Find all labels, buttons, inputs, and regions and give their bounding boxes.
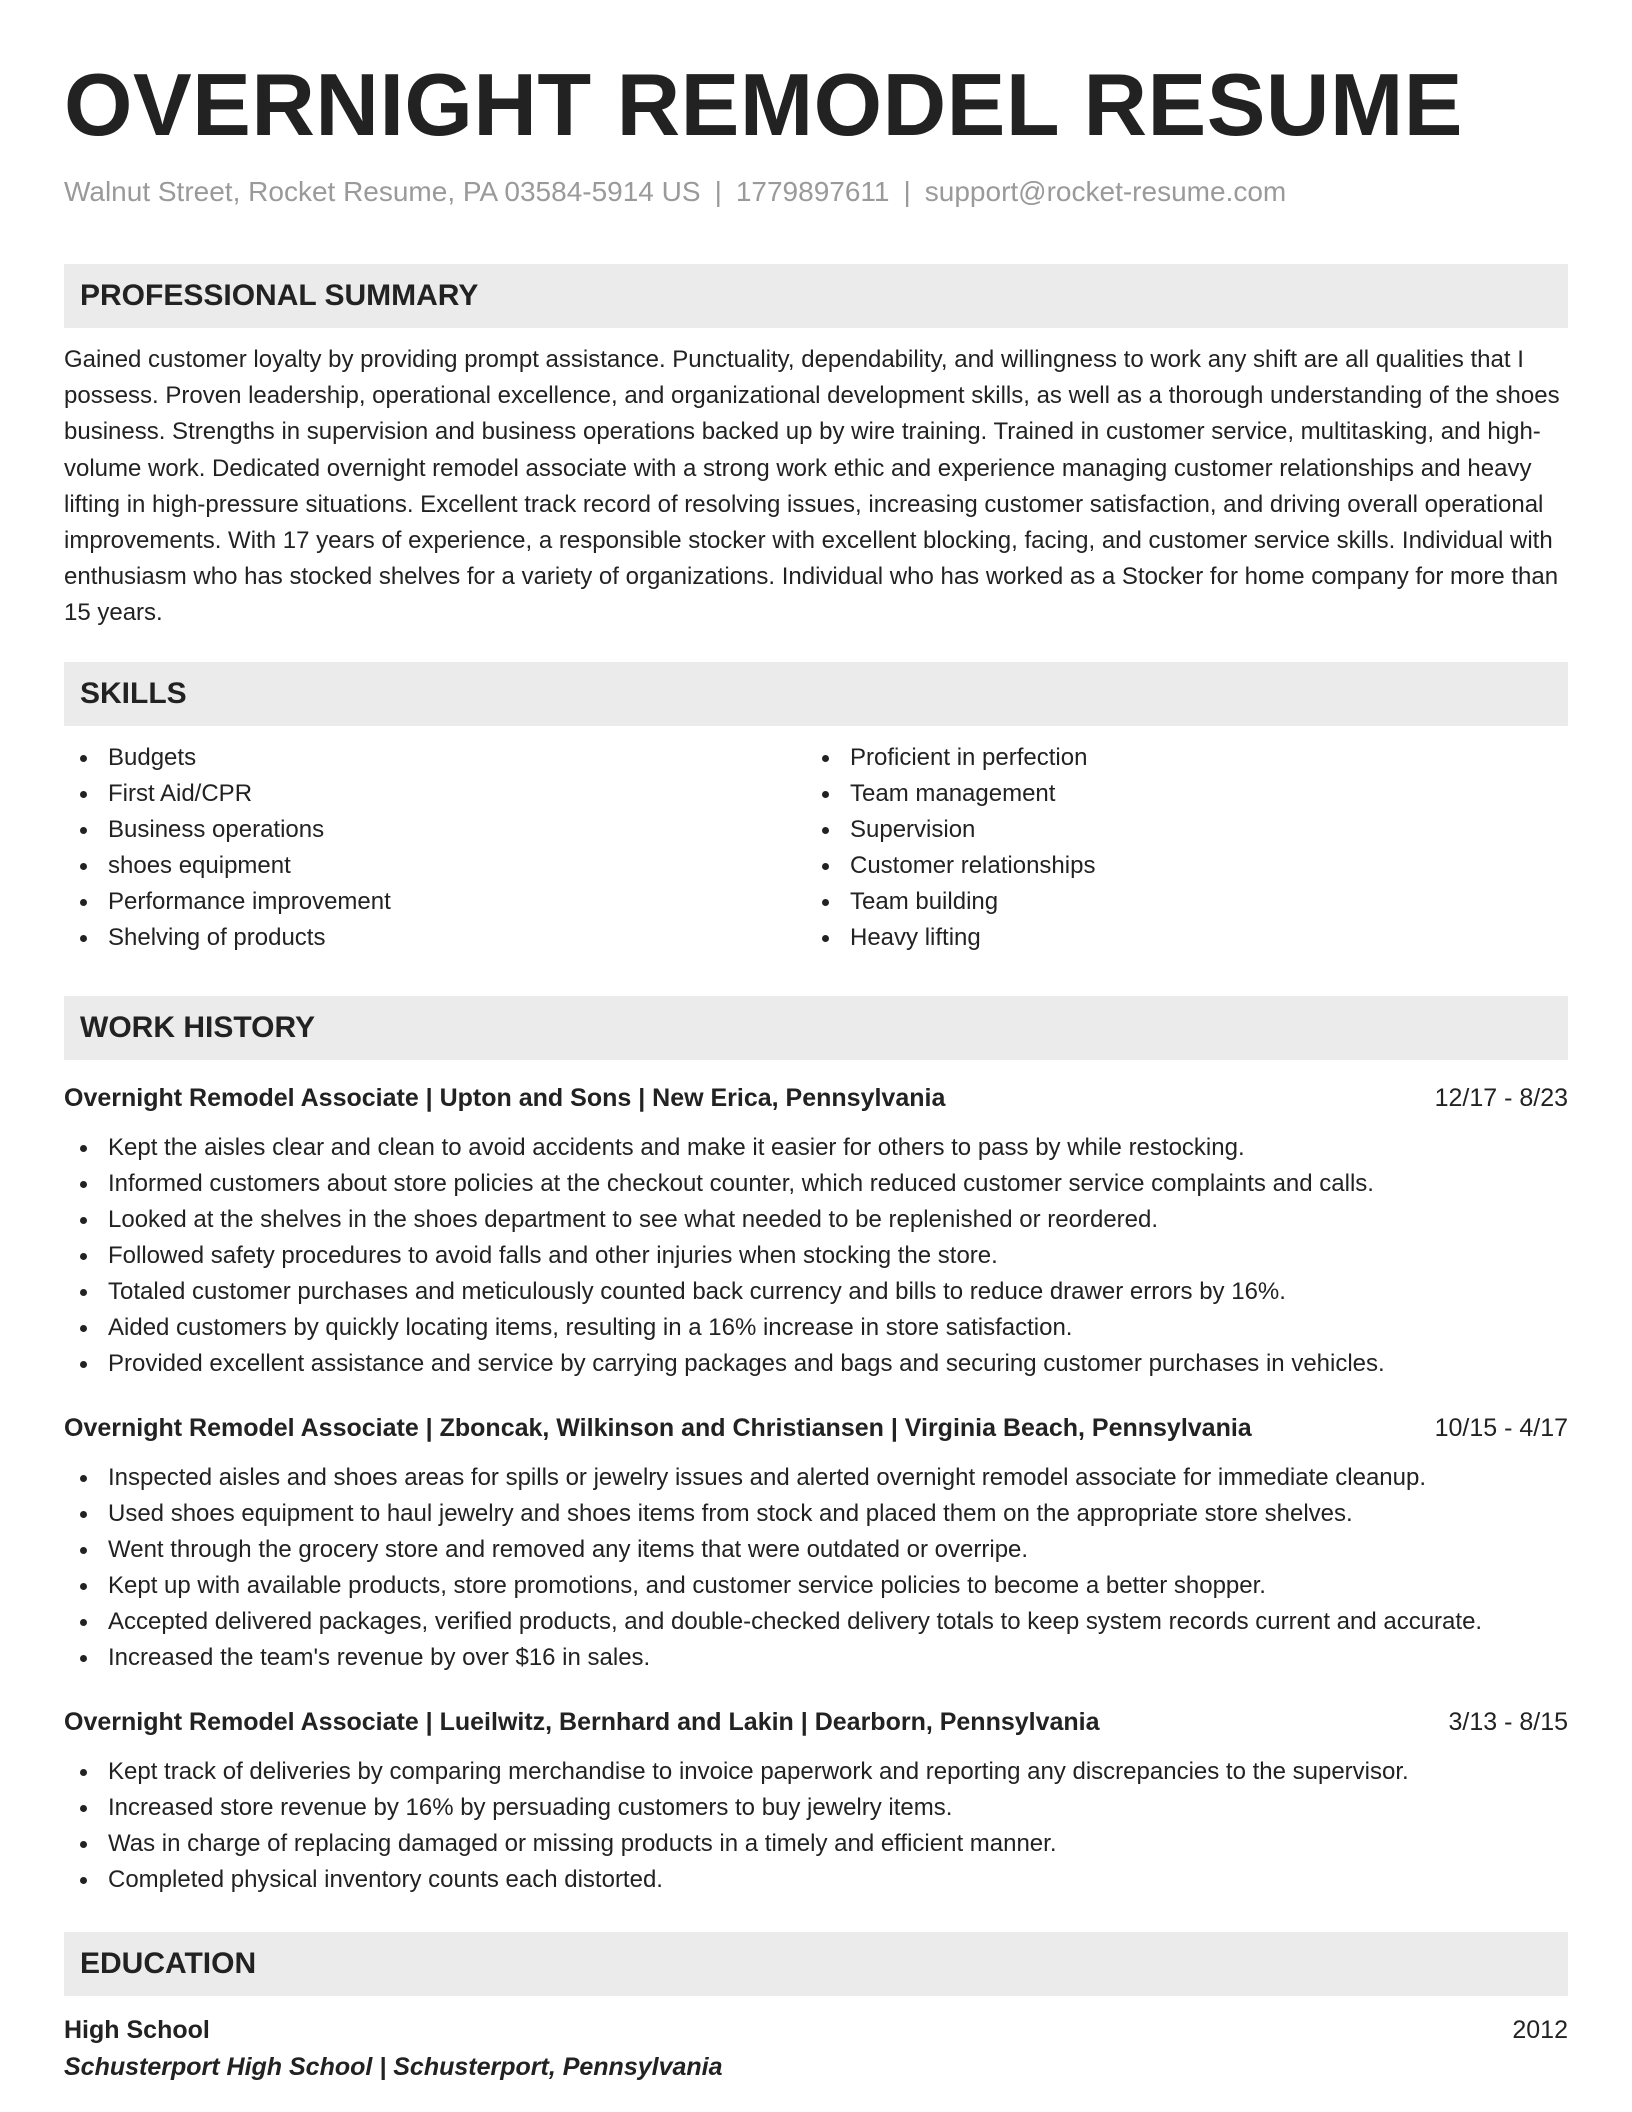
- job-bullet: Inspected aisles and shoes areas for spills or jewelry issues and alerted overnight remodel associate for immediate cleanup.: [64, 1460, 1568, 1496]
- job-bullet: Increased the team's revenue by over $16 in sales.: [64, 1640, 1568, 1676]
- skill-item: Team management: [806, 776, 1548, 812]
- section-heading-skills: SKILLS: [64, 662, 1568, 726]
- contact-email: support@rocket-resume.com: [924, 176, 1287, 207]
- job-header-row: [64, 1410, 1568, 1446]
- job-bullet: Was in charge of replacing damaged or missing products in a timely and efficient manner.: [64, 1826, 1568, 1862]
- job-header-row: [64, 1080, 1568, 1116]
- contact-separator: |: [903, 176, 911, 207]
- professional-summary-section: [64, 264, 1568, 632]
- education-school: Schusterport High School | Schusterport, Pennsylvania: [64, 2052, 723, 2081]
- job-entry: [64, 1080, 1568, 1382]
- job-bullet: Used shoes equipment to haul jewelry and shoes items from stock and placed them on the appropriate store shelves.: [64, 1496, 1568, 1532]
- education-row: [64, 2012, 1568, 2048]
- summary-text: Gained customer loyalty by providing prompt assistance. Punctuality, dependability, and willingness to work any shift are all qualities that I possess. Proven leadership, operational excellence, and organizational development skills, as well as a thorough understanding of the shoes business. Strengths in supervision and business operations backed up by wire training. Trained in customer service, multitasking, and high-volume work. Dedicated overnight remodel associate with a strong work ethic and experience managing customer relationships and heavy lifting in high-pressure situations. Excellent track record of resolving issues, increasing customer satisfaction, and driving overall operational improvements. With 17 years of experience, a responsible stocker with excellent blocking, facing, and customer service skills. Individual with enthusiasm who has stocked shelves for a variety of organizations. Individual who has worked as a Stocker for home company for more than 15 years.: [64, 346, 1560, 627]
- job-dates: 3/13 - 8/15: [1448, 1707, 1568, 1736]
- skill-item: Business operations: [64, 812, 806, 848]
- job-bullet: Totaled customer purchases and meticulously counted back currency and bills to reduce drawer errors by 16%.: [64, 1274, 1568, 1310]
- job-entry: [64, 1704, 1568, 1898]
- job-bullet: Kept the aisles clear and clean to avoid accidents and make it easier for others to pass by while restocking.: [64, 1130, 1568, 1166]
- skills-list-right: [806, 740, 1548, 956]
- job-bullet-list: [64, 1130, 1568, 1382]
- skills-grid: [64, 740, 1568, 956]
- skill-item: Shelving of products: [64, 920, 806, 956]
- job-dates: 10/15 - 4/17: [1434, 1413, 1568, 1442]
- skill-item: Heavy lifting: [806, 920, 1548, 956]
- skill-item: Team building: [806, 884, 1548, 920]
- section-heading-summary: PROFESSIONAL SUMMARY: [64, 264, 1568, 328]
- job-bullet: Went through the grocery store and removed any items that were outdated or overripe.: [64, 1532, 1568, 1568]
- contact-line: [64, 174, 1568, 210]
- skills-list-left: [64, 740, 806, 956]
- contact-address: Walnut Street, Rocket Resume, PA 03584-5914 US: [64, 176, 701, 207]
- skill-item: Supervision: [806, 812, 1548, 848]
- job-bullet: Looked at the shelves in the shoes department to see what needed to be replenished or reordered.: [64, 1202, 1568, 1238]
- job-header-row: [64, 1704, 1568, 1740]
- job-dates: 12/17 - 8/23: [1434, 1083, 1568, 1112]
- job-bullet: Kept up with available products, store promotions, and customer service policies to become a better shopper.: [64, 1568, 1568, 1604]
- skill-item: Performance improvement: [64, 884, 806, 920]
- job-bullet: Informed customers about store policies at the checkout counter, which reduced customer service complaints and calls.: [64, 1166, 1568, 1202]
- section-heading-education: EDUCATION: [64, 1932, 1568, 1996]
- skill-item: shoes equipment: [64, 848, 806, 884]
- job-bullet: Completed physical inventory counts each distorted.: [64, 1862, 1568, 1898]
- skill-item: Customer relationships: [806, 848, 1548, 884]
- job-heading: Overnight Remodel Associate | Zboncak, Wilkinson and Christiansen | Virginia Beach, Pennsylvania: [64, 1413, 1252, 1442]
- job-entry: [64, 1410, 1568, 1676]
- education-year: 2012: [1512, 2015, 1568, 2044]
- job-bullet-list: [64, 1460, 1568, 1676]
- job-bullet: Provided excellent assistance and service by carrying packages and bags and securing customer purchases in vehicles.: [64, 1346, 1568, 1382]
- job-bullet-list: [64, 1754, 1568, 1898]
- education-degree: High School: [64, 2015, 210, 2044]
- education-section: [64, 1932, 1568, 2086]
- job-bullet: Followed safety procedures to avoid falls and other injuries when stocking the store.: [64, 1238, 1568, 1274]
- job-bullet: Increased store revenue by 16% by persuading customers to buy jewelry items.: [64, 1790, 1568, 1826]
- contact-phone: 1779897611: [735, 176, 890, 207]
- skill-item: Proficient in perfection: [806, 740, 1548, 776]
- skills-section: [64, 662, 1568, 956]
- job-heading: Overnight Remodel Associate | Lueilwitz, Bernhard and Lakin | Dearborn, Pennsylvania: [64, 1707, 1100, 1736]
- skill-item: First Aid/CPR: [64, 776, 806, 812]
- skill-item: Budgets: [64, 740, 806, 776]
- section-heading-work-history: WORK HISTORY: [64, 996, 1568, 1060]
- job-bullet: Aided customers by quickly locating items, resulting in a 16% increase in store satisfaction.: [64, 1310, 1568, 1346]
- work-history-section: [64, 996, 1568, 1898]
- job-bullet: Kept track of deliveries by comparing merchandise to invoice paperwork and reporting any discrepancies to the supervisor.: [64, 1754, 1568, 1790]
- job-heading: Overnight Remodel Associate | Upton and Sons | New Erica, Pennsylvania: [64, 1083, 946, 1112]
- job-bullet: Accepted delivered packages, verified products, and double-checked delivery totals to keep system records current and accurate.: [64, 1604, 1568, 1640]
- resume-title: OVERNIGHT REMODEL RESUME: [64, 55, 1463, 154]
- contact-separator: |: [714, 176, 722, 207]
